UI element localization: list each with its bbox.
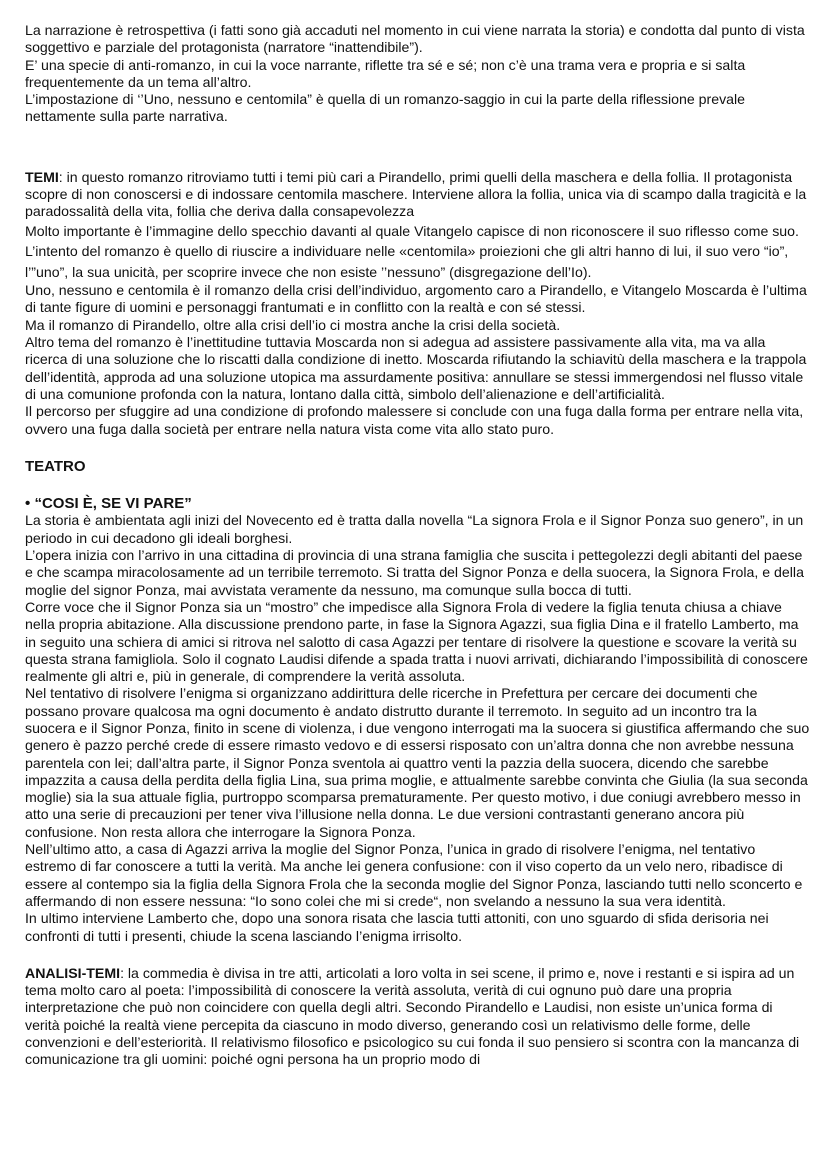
temi-paragraph [25, 169, 810, 221]
temi-paragraph-4: Ma il romanzo di Pirandello, oltre alla crisi dell’io ci mostra anche la crisi della società. [25, 316, 561, 333]
spacer [25, 475, 810, 495]
intro-paragraph-2: E’ una specie di anti-romanzo, in cui la voce narrante, riflette tra sé e sé; non c’è una trama vera e propria e si salta frequentemente da un tema all’altro. [25, 56, 746, 90]
teatro-paragraph-4: Nel tentativo di risolvere l’enigma si organizzano addirittura delle ricerche in Prefettura per cercare dei documenti che possano provare qualcosa ma ogni documento è andato distrutto durante il terremoto. In seguito ad un incontro tra la suocera e il Signor Ponza, finito in scene di violenza, i due vengono interrogati ma la suocera si giustifica affermando che suo genero è pazzo perché crede di essere rimasto vedovo e di essersi risposato con un’altra donna che non avrebbe nessuna parentela con lei; dall’altra parte, il Signor Ponza sventola ai quattro venti la pazzia della suocera, dicendo che sarebbe impazzita a causa della perdita della figlia Lina, sua prima moglie, e attualmente sarebbe convinta che Giulia (la sua seconda moglie) sia la sua attuale figlia, purtroppo scomparsa prematuramente. Per questo motivo, i due coniugi avrebbero messo in atto una serie di precauzioni per tener viva l’illusione nella donna. Le due versioni contrastanti generano ancora più confusione. Non resta allora che interrogare la Signora Ponza. [25, 685, 810, 840]
spacer [25, 945, 810, 965]
teatro-heading: TEATRO [25, 457, 86, 475]
intro-paragraph-3: L’impostazione di ‘’Uno, nessuno e centomila” è quella di un romanzo-saggio in cui la parte della riflessione prevale nettamente sulla parte narrativa. [25, 91, 746, 125]
teatro-paragraph-6: In ultimo interviene Lamberto che, dopo una sonora risata che lascia tutti attoniti, con uno sguardo di sfida derisoria nei confronti di tutti i presenti, chiude la scena lasciando l’enigma irrisolto. [25, 910, 769, 944]
analisi-label: ANALISI-TEMI [25, 964, 121, 981]
play-title [25, 495, 810, 512]
temi-label: TEMI [25, 168, 59, 185]
teatro-paragraph-1: La storia è ambientata agli inizi del Novecento ed è tratta dalla novella “La signora Frola e il Signor Ponza suo genero”, in un periodo in cui decadono gli ideali borghesi. [25, 512, 804, 546]
spacer [25, 152, 810, 169]
bullet-icon: • [25, 495, 31, 513]
document-page [25, 22, 810, 1069]
teatro-paragraph-5: Nell’ultimo atto, a casa di Agazzi arriva la moglie del Signor Ponza, l’unica in grado di risolvere l’enigma, nel tentativo estremo di far conoscere a tutti la verità. Ma anche lei genera confusione: con il viso coperto da un velo nero, ribadisce di essere al contempo sia la figlia della Signora Frola che la seconda moglie del Signor Ponza, lasciando tutti nello sconcerto e affermando di non essere nessuna: “Io sono colei che mi si crede“, non svelando a nessuno la sua vera identità. [25, 841, 803, 909]
intro-paragraph-1: La narrazione è retrospettiva (i fatti sono già accaduti nel momento in cui viene narrata la storia) e condotta dal punto di vista soggettivo e parziale del protagonista (narratore “inattendibile”). [25, 22, 805, 56]
analisi-paragraph [25, 965, 810, 1069]
temi-paragraph-6: Il percorso per sfuggire ad una condizione di profondo malessere si conclude con una fuga dalla forma per entrare nella vita, ovvero una fuga dalla società per entrare nella natura vista come vita allo stato puro. [25, 403, 804, 437]
spacer [25, 438, 810, 458]
temi-paragraph-5: Altro tema del romanzo è l’inettitudine tuttavia Moscarda non si adegua ad assistere passivamente alla vita, ma va alla ricerca di una soluzione che lo riscatti dalla condizione di inetto. Moscarda rifiutando la schiavitù della maschera e la trappola dell’identità, approda ad una soluzione utopica ma assurdamente positiva: annullare se stessi immergendosi nel flusso vitale di una comunione profonda con la natura, lontano dalla città, simbolo dell’alienazione e dell’artificialità. [25, 334, 807, 402]
spacer [25, 126, 810, 152]
temi-text: : in questo romanzo ritroviamo tutti i temi più cari a Pirandello, primi quelli della maschera e della follia. Il protagonista scopre di non conoscersi e di indossare centomila maschere. Interviene allora la follia, unica via di scampo dalla tragicità e la paradossalità della vita, follia che deriva dalla consapevolezza [25, 168, 807, 220]
teatro-paragraph-3: Corre voce che il Signor Ponza sia un “mostro” che impedisce alla Signora Frola di vedere la figlia tenuta chiusa a chiave nella propria abitazione. Alla discussione prendono parte, in fase la Signora Agazzi, sua figlia Dina e il fratello Lamberto, ma in seguito una schiera di amici si ritrova nel salotto di casa Agazzi per tentare di risolvere la questione e scovare la verità su questa strana famigliola. Solo il cognato Laudisi difende a spada tratta i nuovi arrivati, dichiarando l’impossibilità di conoscere realmente gli altri e, più in generale, di comprendere la verità assoluta. [25, 598, 808, 685]
teatro-paragraph-2: L’opera inizia con l’arrivo in una cittadina di provincia di una strana famiglia che suscita i pettegolezzi degli abitanti del paese e che scampa miracolosamente ad un terribile terremoto. Si tratta del Signor Ponza e della suocera, la Signora Frola, e della moglie del signor Ponza, mai avvistata veramente da nessuno, ma comunque sulla bocca di tutti. [25, 547, 804, 598]
analisi-text: : la commedia è divisa in tre atti, articolati a loro volta in sei scene, il primo e, nove i restanti e si ispira ad un tema molto caro al poeta: l’impossibilità di conoscere la verità assoluta, verità di cui ognuno può dare una propria interpretazione che può non coincidere con quella degli altri. Secondo Pirandello e Laudisi, non esiste un’unica forma di verità poiché la realtà viene percepita da ciascuno in modo diverso, generando così un relativismo delle forme, delle convenzioni e dell’esteriorità. Il relativismo filosofico e psicologico su cui fonda il suo pensiero si scontra con la mancanza di comunicazione tra gli uomini: poiché ogni persona ha un proprio modo di [25, 964, 800, 1068]
temi-paragraph-3: Uno, nessuno e centomila è il romanzo della crisi dell’individuo, argomento caro a Pirandello, e Vitangelo Moscarda è l’ultima di tante figure di uomini e personaggi frantumati e in conflitto con la realtà e con sé stessi. [25, 282, 807, 316]
play-title-text: “COSI È, SE VI PARE” [34, 495, 192, 513]
temi-paragraph-2: Molto importante è l’immagine dello specchio davanti al quale Vitangelo capisce di non riconoscere il suo riflesso come suo. L’intento del romanzo è quello di riuscire a individuare nelle «centomila» proiezioni che gli altri hanno di lui, il suo vero “io”, l’”uno”, la sua unicità, per scoprire invece che non esiste ’’nessuno” (disgregazione dell’Io). [25, 222, 799, 280]
